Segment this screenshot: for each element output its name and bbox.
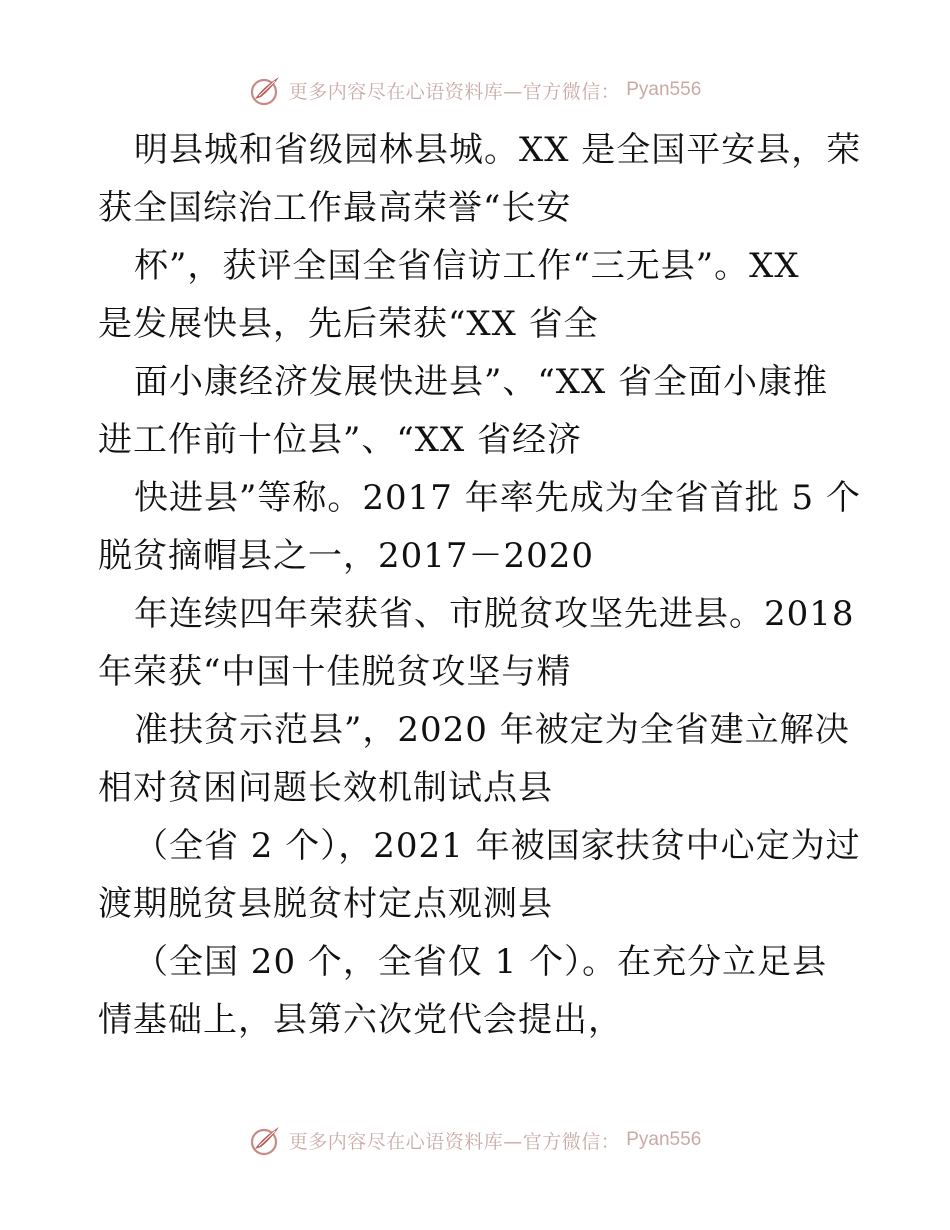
text-line: 面小康经济发展快进县”、“XX 省全面小康推	[134, 362, 828, 402]
text-line: 杯”，获评全国全省信访工作“三无县”。XX	[134, 246, 800, 286]
text-line: 明县城和省级园林县城。XX 是全国平安县，荣	[134, 130, 862, 170]
watermark-wechat-id: Pyan556	[626, 79, 702, 100]
text-line: 情基础上，县第六次党代会提出，	[98, 1000, 623, 1040]
text-line: 是发展快县，先后荣获“XX 省全	[98, 304, 599, 344]
watermark-text: 更多内容尽在心语资料库—官方微信：	[288, 80, 621, 103]
text-line: 相对贫困问题长效机制试点县	[98, 768, 553, 808]
text-line: （全国 20 个，全省仅 1 个）。在充分立足县	[134, 942, 828, 982]
watermark-footer	[0, 1120, 950, 1160]
text-line: 快进县”等称。2017 年率先成为全省首批 5 个	[134, 478, 861, 518]
text-line: 年荣获“中国十佳脱贫攻坚与精	[98, 652, 572, 692]
watermark-wechat-id: Pyan556	[626, 1129, 702, 1150]
text-line: 年连续四年荣获省、市脱贫攻坚先进县。2018	[134, 594, 855, 634]
watermark-text: 更多内容尽在心语资料库—官方微信：	[288, 1130, 621, 1153]
watermark-header	[0, 70, 950, 110]
text-line: 渡期脱贫县脱贫村定点观测县	[98, 884, 553, 924]
text-line: （全省 2 个），2021 年被国家扶贫中心定为过	[134, 826, 861, 866]
text-line: 脱贫摘帽县之一，2017－2020	[98, 536, 595, 576]
quill-logo-icon	[249, 73, 283, 107]
text-line: 准扶贫示范县”，2020 年被定为全省建立解决	[134, 710, 850, 750]
quill-logo-icon	[249, 1123, 283, 1157]
text-line: 获全国综治工作最高荣誉“长安	[98, 188, 572, 228]
text-line: 进工作前十位县”、“XX 省经济	[98, 420, 582, 460]
